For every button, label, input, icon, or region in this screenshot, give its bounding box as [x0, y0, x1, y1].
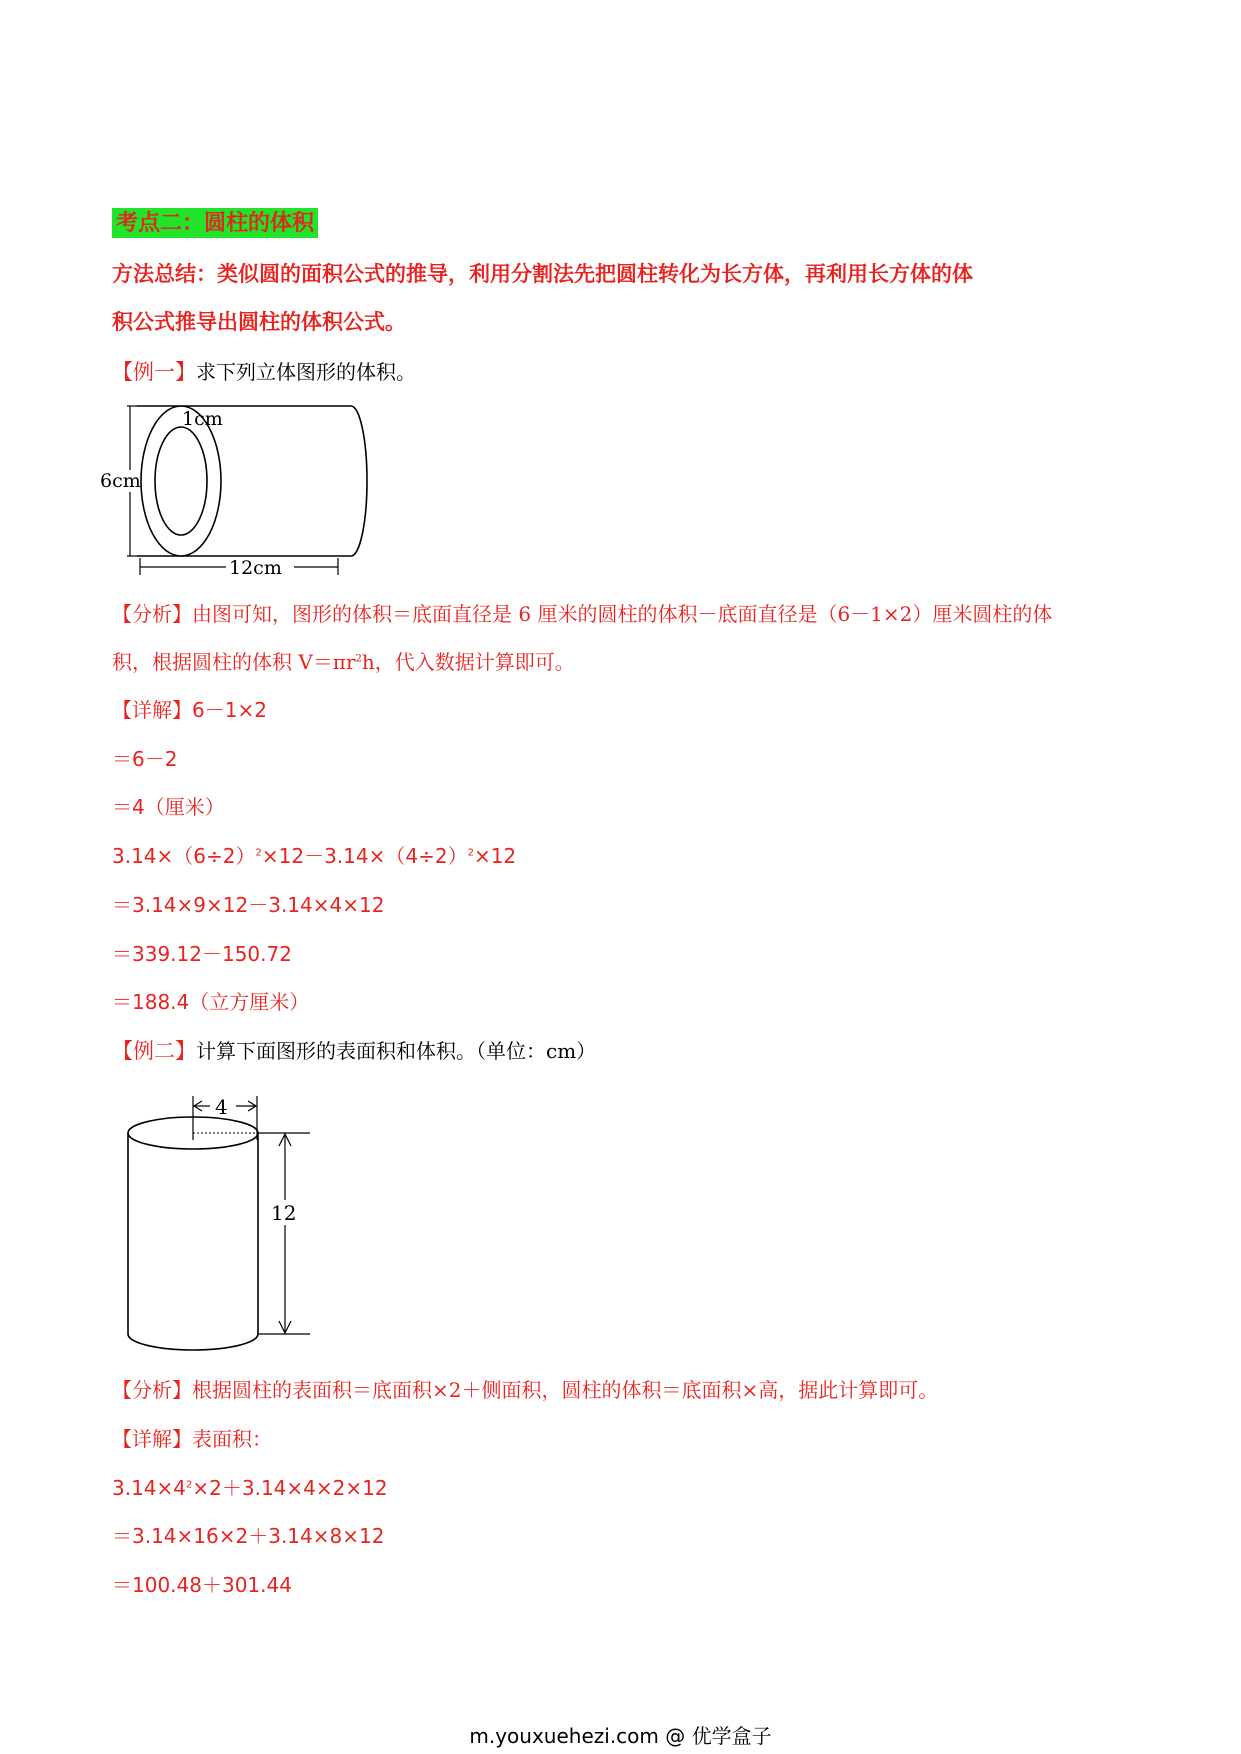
ex2-step-3: ＝100.48＋301.44 [112, 1573, 292, 1597]
example1-question-line [112, 356, 416, 386]
step-6: ＝339.12－150.72 [112, 942, 292, 966]
method-summary-line2: 积公式推导出圆柱的体积公式。 [112, 309, 406, 334]
step-4-a: 3.14×（6÷2） [112, 844, 256, 868]
heading-highlight: 考点二：圆柱的体积 [112, 208, 318, 238]
analysis-formula-sup: 2 [355, 653, 362, 665]
step-4-b: ×12－3.14×（4÷2） [261, 844, 468, 868]
cylinder-figure [120, 1090, 330, 1360]
footer-watermark: m.youxuehezi.com @ 优学盒子 [469, 1724, 772, 1748]
ex2-step-1-a: 3.14×4 [112, 1476, 187, 1500]
analysis-formula-b: h，代入数据计算即可。 [361, 650, 575, 674]
step-4-sup1: 2 [255, 847, 262, 859]
example2-tag: 【例二】 [112, 1039, 196, 1063]
ex2-step-1 [112, 1472, 388, 1501]
step-1: 6－1×2 [192, 698, 267, 722]
example2-analysis-line [112, 1374, 938, 1403]
step-3: ＝4（厘米） [112, 795, 225, 819]
section-heading [112, 206, 318, 237]
example2-analysis-text: 根据圆柱的表面积＝底面积×2＋侧面积，圆柱的体积＝底面积×高，据此计算即可。 [192, 1378, 939, 1402]
hollow-cylinder-figure [100, 395, 400, 580]
example2-question: 计算下面图形的表面积和体积。（单位：cm） [196, 1039, 597, 1063]
step-7: ＝188.4（立方厘米） [112, 990, 310, 1014]
diameter-label: 6cm [100, 470, 141, 492]
analysis-formula-a: 积，根据圆柱的体积 V＝πr [112, 650, 356, 674]
height-label: 12 [271, 1201, 297, 1225]
example2-solution-line [112, 1423, 272, 1452]
ex2-step-1-sup: 2 [186, 1479, 193, 1491]
step-5: ＝3.14×9×12－3.14×4×12 [112, 893, 385, 917]
step-2: ＝6－2 [112, 747, 178, 771]
example1-question: 求下列立体图形的体积。 [196, 360, 416, 384]
example1-solution-line [112, 694, 267, 723]
example1-analysis-tag: 【分析】 [112, 602, 192, 626]
example1-tag: 【例一】 [112, 360, 196, 384]
example1-analysis-line1 [112, 598, 1052, 627]
step-4 [112, 840, 516, 869]
example1-analysis-line2 [112, 646, 575, 675]
thickness-label: 1cm [182, 408, 223, 430]
example2-analysis-tag: 【分析】 [112, 1378, 192, 1402]
example2-solution-tag: 【详解】 [112, 1427, 192, 1451]
ex2-step-2: ＝3.14×16×2＋3.14×8×12 [112, 1524, 385, 1548]
method-summary-line1: 方法总结：类似圆的面积公式的推导，利用分割法先把圆柱转化为长方体，再利用长方体的体 [112, 261, 973, 286]
step-4-c: ×12 [473, 844, 517, 868]
example2-question-line [112, 1035, 596, 1065]
length-label: 12cm [229, 557, 282, 579]
example1-analysis-text: 由图可知，图形的体积＝底面直径是 6 厘米的圆柱的体积－底面直径是（6－1×2）厘米圆柱的体 [192, 602, 1053, 626]
step-4-sup2: 2 [467, 847, 474, 859]
example1-solution-tag: 【详解】 [112, 698, 192, 722]
ex2-step-1-b: ×2＋3.14×4×2×12 [192, 1476, 388, 1500]
radius-label: 4 [215, 1095, 228, 1119]
example2-solution-label: 表面积： [192, 1427, 272, 1451]
